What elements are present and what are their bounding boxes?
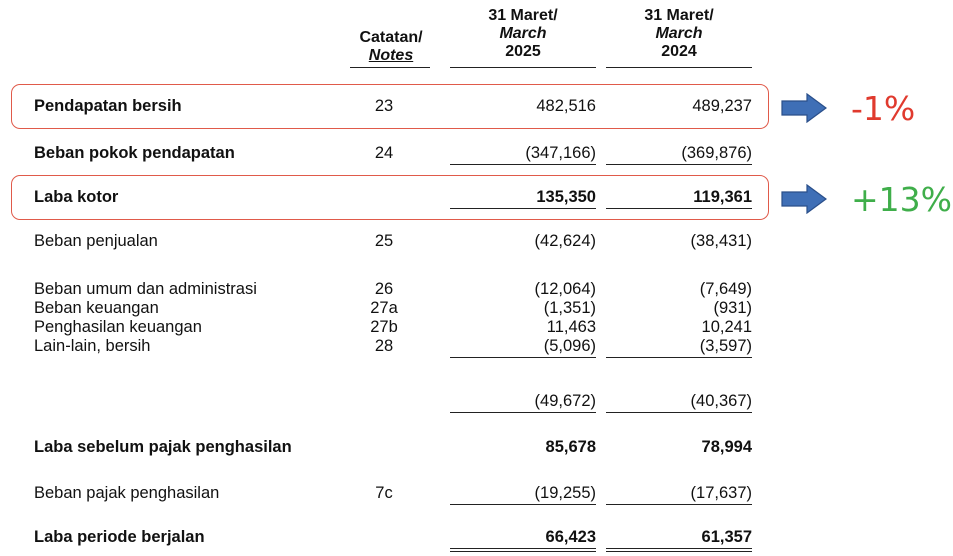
underline-tax-2025 xyxy=(450,504,596,505)
header-underline-notes xyxy=(350,67,430,68)
underline-other-2024 xyxy=(606,357,752,358)
underline-gross-2024 xyxy=(606,208,752,209)
row-label-income-tax: Beban pajak penghasilan xyxy=(34,484,220,502)
header-underline-2024 xyxy=(606,67,752,68)
row-label-selling-expense: Beban penjualan xyxy=(34,232,158,250)
row-2024-profit-for-period: 61,357 xyxy=(701,528,752,546)
row-label-finance-income: Penghasilan keuangan xyxy=(34,318,202,336)
row-2025-profit-before-tax: 85,678 xyxy=(545,438,596,456)
row-2024-gross-profit: 119,361 xyxy=(693,188,752,206)
row-note-net-revenue: 23 xyxy=(374,97,394,115)
col2025-header-line3: 2025 xyxy=(505,43,541,60)
row-2024-finance-cost: (931) xyxy=(713,299,752,317)
row-2024-ga-expense: (7,649) xyxy=(699,280,752,298)
row-label-profit-before-tax: Laba sebelum pajak penghasilan xyxy=(34,438,292,456)
row-2025-gross-profit: 135,350 xyxy=(536,188,596,206)
col2024-header-line2: March xyxy=(655,25,703,42)
underline-cost-2024 xyxy=(606,164,752,165)
row-2025-profit-for-period: 66,423 xyxy=(545,528,596,546)
underline-gross-2025 xyxy=(450,208,596,209)
underline-subtotal-2025 xyxy=(450,412,596,413)
row-note-selling-expense: 25 xyxy=(374,232,394,250)
row-2024-selling-expense: (38,431) xyxy=(690,232,752,250)
row-note-cost-of-revenue: 24 xyxy=(374,144,394,162)
row-note-income-tax: 7c xyxy=(375,484,393,502)
col2025-header-line2: March xyxy=(499,25,547,42)
notes-header-line1: Catatan/ xyxy=(359,29,423,46)
row-2024-finance-income: 10,241 xyxy=(701,318,752,336)
col2025-header-line1: 31 Maret/ xyxy=(488,7,558,24)
col2024-header-line3: 2024 xyxy=(661,43,697,60)
row-2025-other-net: (5,096) xyxy=(543,337,596,355)
row-2024-net-revenue: 489,237 xyxy=(692,97,752,115)
gross-profit-change-label: +13% xyxy=(851,180,952,219)
col2024-header-line1: 31 Maret/ xyxy=(644,7,714,24)
double-underline-2024-b xyxy=(606,551,752,552)
row-2025-income-tax: (19,255) xyxy=(534,484,596,502)
underline-tax-2024 xyxy=(606,504,752,505)
row-2025-selling-expense: (42,624) xyxy=(534,232,596,250)
right-arrow-icon xyxy=(781,184,827,214)
revenue-change-label: -1% xyxy=(851,89,916,128)
underline-other-2025 xyxy=(450,357,596,358)
row-2024-other-net: (3,597) xyxy=(699,337,752,355)
row-2025-cost-of-revenue: (347,166) xyxy=(525,144,596,162)
underline-subtotal-2024 xyxy=(606,412,752,413)
column-header-2024 xyxy=(606,7,752,61)
underline-cost-2025 xyxy=(450,164,596,165)
row-label-gross-profit: Laba kotor xyxy=(34,188,119,206)
row-2025-finance-cost: (1,351) xyxy=(543,299,596,317)
double-underline-2024-a xyxy=(606,548,752,549)
gross-profit-highlight-box xyxy=(11,175,769,220)
notes-column-header xyxy=(349,29,433,65)
row-label-profit-for-period: Laba periode berjalan xyxy=(34,528,205,546)
row-label-finance-cost: Beban keuangan xyxy=(34,299,159,317)
row-2024-cost-of-revenue: (369,876) xyxy=(681,144,752,162)
row-2025-ga-expense: (12,064) xyxy=(534,280,596,298)
notes-header-line2: Notes xyxy=(368,47,414,64)
double-underline-2025-b xyxy=(450,551,596,552)
row-label-ga-expense: Beban umum dan administrasi xyxy=(34,280,257,298)
row-2024-subtotal-expenses: (40,367) xyxy=(690,392,752,410)
row-note-finance-income: 27b xyxy=(370,318,398,336)
row-2025-finance-income: 11,463 xyxy=(546,318,596,336)
row-note-ga-expense: 26 xyxy=(374,280,394,298)
row-2025-subtotal-expenses: (49,672) xyxy=(534,392,596,410)
row-2024-income-tax: (17,637) xyxy=(690,484,752,502)
row-label-net-revenue: Pendapatan bersih xyxy=(34,97,182,115)
row-2025-net-revenue: 482,516 xyxy=(536,97,596,115)
right-arrow-icon xyxy=(781,93,827,123)
row-2024-profit-before-tax: 78,994 xyxy=(701,438,752,456)
row-label-other-net: Lain-lain, bersih xyxy=(34,337,151,355)
header-underline-2025 xyxy=(450,67,596,68)
double-underline-2025-a xyxy=(450,548,596,549)
row-note-other-net: 28 xyxy=(374,337,394,355)
row-note-finance-cost: 27a xyxy=(370,299,398,317)
column-header-2025 xyxy=(450,7,596,61)
row-label-cost-of-revenue: Beban pokok pendapatan xyxy=(34,144,235,162)
